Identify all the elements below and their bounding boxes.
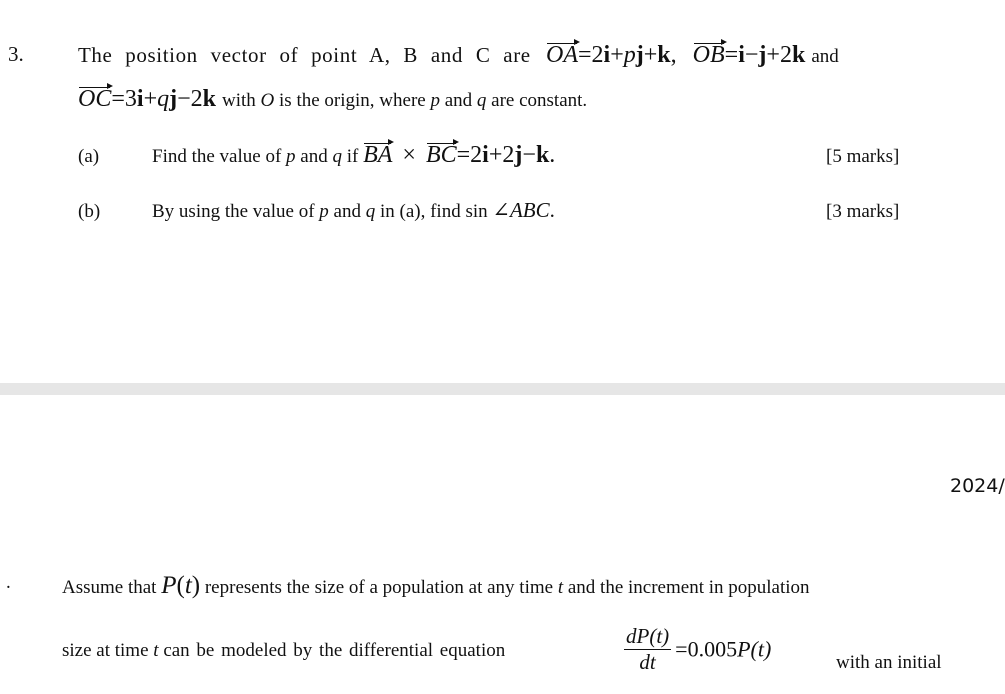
part-b-and: and <box>333 201 361 222</box>
result-dot: . <box>549 142 556 168</box>
year-label: 2024/ <box>950 475 1005 497</box>
part-a-if: if <box>346 146 359 167</box>
population-function <box>161 572 200 599</box>
part-a-p: p <box>286 146 296 167</box>
oc-minus-2: −2 <box>177 86 203 112</box>
differential-equation <box>624 624 771 675</box>
time-t: t <box>557 577 564 598</box>
increment-text: and the increment in population <box>567 577 810 598</box>
page-divider <box>0 383 1005 395</box>
time-t-2: t <box>153 640 159 661</box>
rhs-p: P <box>737 636 751 662</box>
angle-abc: ABC <box>509 198 550 222</box>
oa-unit-k: k <box>657 42 671 68</box>
differential-equation-text: can be modeled by the differential equation <box>163 640 506 661</box>
ob-minus: − <box>744 42 759 68</box>
paren-open: ( <box>176 572 185 599</box>
assume-that: Assume that <box>62 577 157 598</box>
function-t: t <box>184 572 192 599</box>
part-a-label: (a) <box>78 146 100 167</box>
result-unit-i: i <box>482 142 489 168</box>
origin-symbol: O <box>260 90 275 111</box>
oa-coef-i: =2 <box>577 42 604 68</box>
part-a-and: and <box>300 146 328 167</box>
origin-statement <box>222 90 587 111</box>
oc-coef-q: q <box>157 86 170 112</box>
result-coef-j: +2 <box>488 142 515 168</box>
question-3-line-2 <box>78 86 587 113</box>
angle-expression <box>492 198 555 222</box>
oa-coef-p: p <box>623 42 636 68</box>
rhs-t: (t) <box>750 636 772 662</box>
part-a-marks: [5 marks] <box>826 146 900 167</box>
cross-symbol: × <box>402 142 416 168</box>
question-3-line-1 <box>78 42 839 69</box>
rhs-coefficient: =0.005 <box>675 636 738 662</box>
part-b-using: By using the value of <box>152 201 315 222</box>
constant-q: q <box>476 90 487 111</box>
result-unit-j: j <box>514 142 523 168</box>
oc-coef-i: =3 <box>111 86 137 112</box>
size-at-time: size at time <box>62 640 149 661</box>
angle-dot: . <box>549 198 555 222</box>
function-p: P <box>161 572 177 599</box>
vector-bc-label: BC <box>425 142 457 168</box>
part-a-text <box>152 142 555 169</box>
cross-product-expression <box>363 142 555 168</box>
next-question-line-2 <box>62 640 505 662</box>
vector-oc-expression <box>78 86 222 112</box>
represents-text: represents the size of a population at any time <box>204 577 554 598</box>
oa-separator: , <box>670 42 677 68</box>
question-3-intro: The position vector of point A, B and C are <box>78 43 531 67</box>
oc-unit-i: i <box>136 86 144 112</box>
oa-plus-2: + <box>643 42 658 68</box>
constant-end: are constant. <box>491 90 588 111</box>
oc-unit-k: k <box>202 86 217 112</box>
result-minus: − <box>522 142 536 168</box>
result-coef-i: =2 <box>456 142 483 168</box>
next-question-bullet: . <box>6 572 11 593</box>
initial-text: with an initial <box>836 652 942 673</box>
ob-plus-2: +2 <box>766 42 792 68</box>
part-b-find-sin: in (a), find sin <box>379 201 488 222</box>
equation-rhs <box>675 637 771 662</box>
vector-oa-label: OA <box>545 42 578 68</box>
part-a-q: q <box>332 146 342 167</box>
constant-and: and <box>444 90 473 111</box>
part-b-marks: [3 marks] <box>826 201 900 222</box>
vector-ba-label: BA <box>363 142 393 168</box>
part-a-find: Find the value of <box>152 146 282 167</box>
angle-symbol: ∠ <box>492 198 510 222</box>
derivative-denominator: dt <box>639 650 656 674</box>
paren-close: ) <box>191 572 201 599</box>
line-1-and: and <box>811 46 839 67</box>
origin-with: with <box>222 90 256 111</box>
oa-unit-i: i <box>603 42 611 68</box>
part-b-label: (b) <box>78 201 101 222</box>
result-unit-k: k <box>535 142 550 168</box>
part-b-q: q <box>365 201 376 222</box>
ob-equals: = <box>724 42 739 68</box>
oc-unit-j: j <box>169 86 178 112</box>
oc-plus: + <box>143 86 158 112</box>
ob-unit-k: k <box>791 42 806 68</box>
next-question-line-1 <box>62 572 810 600</box>
vector-ob-label: OB <box>692 42 725 68</box>
ob-unit-i: i <box>738 42 745 68</box>
constant-p: p <box>430 90 440 111</box>
ob-unit-j: j <box>758 42 767 68</box>
part-b-text <box>152 198 555 223</box>
question-number: 3. <box>8 42 24 66</box>
oa-unit-j: j <box>635 42 644 68</box>
derivative-numerator: dP(t) <box>626 624 670 648</box>
origin-text: is the origin, where <box>279 90 426 111</box>
oa-plus-1: + <box>610 42 624 68</box>
vector-oa-expression <box>546 42 811 68</box>
part-b-p: p <box>319 201 329 222</box>
derivative-fraction <box>624 624 671 675</box>
vector-oc-label: OC <box>78 86 112 112</box>
